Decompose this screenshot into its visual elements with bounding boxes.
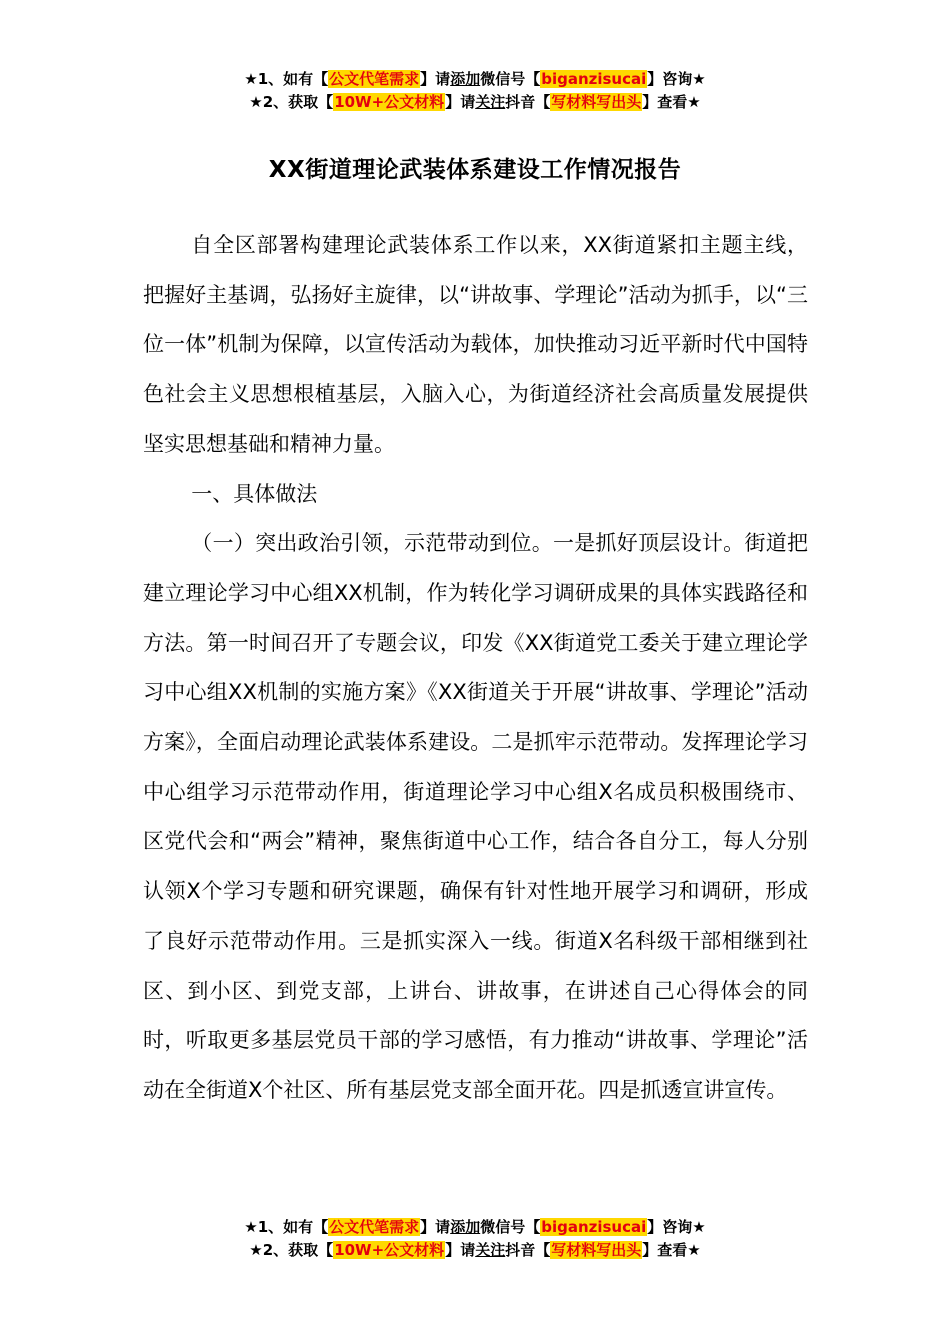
banner-text: ★1、如有【	[244, 70, 329, 88]
highlight-service: 公文代笔需求	[329, 70, 420, 88]
highlight-materials: 10W+公文材料	[334, 93, 445, 111]
highlight-douyin-account: 写材料写出头	[551, 93, 642, 111]
banner-text: 抖音【	[505, 1241, 551, 1259]
banner-text: 抖音【	[505, 93, 551, 111]
document-body	[143, 221, 808, 1116]
intro-paragraph: 自全区部署构建理论武装体系工作以来，XX街道紧扣主题主线，把握好主基调，弘扬好主旋律，以“讲故事、学理论”活动为抓手，以“三位一体”机制为保障，以宣传活动为载体，加快推动习近平新时代中国特色社会主义思想根植基层，入脑入心，为街道经济社会高质量发展提供坚实思想基础和精神力量。	[143, 233, 808, 456]
highlight-wechat-id: biganzisucai	[541, 70, 647, 88]
banner-line-1	[0, 68, 950, 91]
banner-text: 微信号【	[480, 1218, 541, 1236]
follow-underlined: 关注	[475, 93, 506, 111]
section-paragraph: （一）突出政治引领，示范带动到位。一是抓好顶层设计。街道把建立理论学习中心组XX机制，作为转化学习调研成果的具体实践路径和方法。第一时间召开了专题会议，印发《XX街道党工委关于建立理论学习中心组XX机制的实施方案》《XX街道关于开展“讲故事、学理论”活动方案》，全面启动理论武装体系建设。二是抓牢示范带动。发挥理论学习中心组学习示范带动作用，街道理论学习中心组X名成员积极围绕市、区党代会和“两会”精神，聚焦街道中心工作，结合各自分工，每人分别认领X个学习专题和研究课题，确保有针对性地开展学习和调研，形成了良好示范带动作用。三是抓实深入一线。街道X名科级干部相继到社区、到小区、到党支部，上讲台、讲故事，在讲述自己心得体会的同时，听取更多基层党员干部的学习感悟，有力推动“讲故事、学理论”活动在全街道X个社区、所有基层党支部全面开花。四是抓透宣讲宣传。	[143, 531, 808, 1102]
document-title: XX街道理论武装体系建设工作情况报告	[268, 157, 682, 183]
banner-text: 微信号【	[480, 70, 541, 88]
section-heading: 一、具体做法	[191, 481, 318, 506]
follow-underlined: 关注	[475, 1241, 506, 1259]
highlight-douyin-account: 写材料写出头	[551, 1241, 642, 1259]
banner-text: 】查看★	[642, 1241, 701, 1259]
banner-line-2	[0, 1239, 950, 1262]
banner-text: 】请	[420, 70, 451, 88]
highlight-wechat-id: biganzisucai	[541, 1218, 647, 1236]
banner-text: 】请	[445, 1241, 476, 1259]
banner-text: 】请	[420, 1218, 451, 1236]
banner-text: 】请	[445, 93, 476, 111]
banner-line-1	[0, 1216, 950, 1239]
banner-text: ★1、如有【	[244, 1218, 329, 1236]
highlight-materials: 10W+公文材料	[334, 1241, 445, 1259]
add-underlined: 添加	[450, 70, 481, 88]
footer-banner	[0, 1216, 950, 1262]
highlight-service: 公文代笔需求	[329, 1218, 420, 1236]
add-underlined: 添加	[450, 1218, 481, 1236]
banner-text: ★2、获取【	[249, 93, 334, 111]
header-banner	[0, 68, 950, 114]
banner-text: 】咨询★	[647, 70, 706, 88]
banner-text: 】咨询★	[647, 1218, 706, 1236]
banner-line-2	[0, 91, 950, 114]
banner-text: 】查看★	[642, 93, 701, 111]
banner-text: ★2、获取【	[249, 1241, 334, 1259]
